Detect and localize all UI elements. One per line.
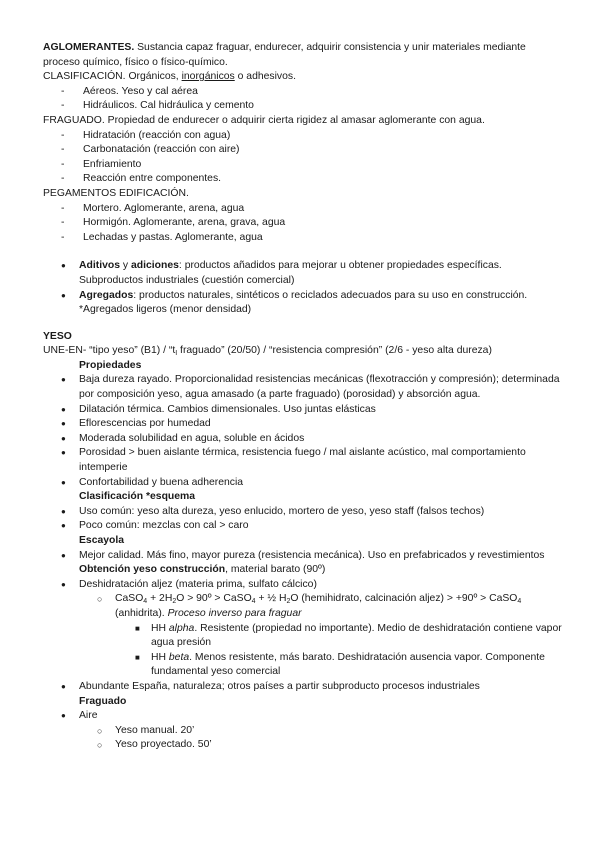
fraguado-list — [43, 129, 563, 187]
aditivos-list — [43, 259, 563, 317]
list-item: ● Poco común: mezclas con cal > caro — [43, 519, 563, 534]
hh-list — [43, 622, 563, 680]
fraguado-definition: FRAGUADO. Propiedad de endurecer o adquirir cierta rigidez al amasar aglomerante con agua. — [43, 114, 485, 126]
hh-alpha-item: ■ HH alpha. Resistente (propiedad no importante). Medio de deshidratación contiene vapor agua presión — [43, 622, 563, 651]
list-item: ● Porosidad > buen aislante térmica, resistencia fuego / mal aislante acústico, mal comportamiento intemperie — [43, 446, 563, 475]
list-item: - Reacción entre componentes. — [43, 172, 563, 187]
yeso-list — [43, 359, 563, 753]
clasificacion-line: CLASIFICACIÓN. Orgánicos, inorgánicos o adhesivos. — [43, 71, 296, 83]
list-item: ● Moderada solubilidad en agua, soluble en ácidos — [43, 432, 563, 447]
list-item: - Lechadas y pastas. Aglomerante, agua — [43, 231, 563, 246]
aglomerantes-title: AGLOMERANTES. — [43, 42, 135, 53]
clasificacion-heading: Clasificación *esquema — [79, 491, 196, 503]
agregados-item: ● Agregados: productos naturales, sintéticos o reciclados adecuados para su uso en construcción. *Agregados ligeros (menor densidad) — [43, 289, 563, 318]
yeso-title: YESO — [43, 330, 72, 342]
list-item: ● Uso común: yeso alta dureza, yeso enlucido, mortero de yeso, yeso staff (falsos techos) — [43, 505, 563, 520]
list-item: ○ Yeso proyectado. 50’ — [43, 738, 563, 753]
spacer — [43, 245, 563, 259]
list-item: ● Baja dureza rayado. Proporcionalidad resistencias mecánicas (flexotracción y compresión); determinada por composición yeso, agua amasado (a parte fraguado) (porosidad) y absorción agua. — [43, 373, 563, 402]
list-item: ● Abundante España, naturaleza; otros países a partir subproducto procesos industriales — [43, 680, 563, 695]
spacer — [43, 318, 563, 330]
document-page — [43, 41, 563, 753]
reaction-item: ○ CaSO$_4$ + $2H_2O$ > 90º > CaSO$_4$ + ½ $H_2O$ (hemihidrato, calcinación aljez) > +90º > CaSO$_4$ (anhidrita). Proceso inverso para fraguar ■ HH alpha. Resistente (propiedad no importante). Medio de deshidratación contiene vapor agua presión ■ HH beta. Menos resistente, más barato. Deshidratación ausencia vapor. Componente fundamental yeso comercial — [43, 592, 563, 680]
une-line: UNE-EN- “tipo yeso” $(B1) / “t_I$ fraguado” (20/50) / “resistencia compresión” (2/6 - yeso alta dureza) — [43, 345, 492, 358]
reaction-list — [43, 592, 563, 680]
aire-item: ● Aire ○ Yeso manual. 20’ ○ Yeso proyectado. 50’ — [43, 709, 563, 753]
aditivos-item: ● Aditivos y adiciones: productos añadidos para mejorar u obtener propiedades específicas. Subproductos industriales (cuestión comercial) — [43, 259, 563, 288]
list-item: - Hormigón. Aglomerante, arena, grava, agua — [43, 216, 563, 231]
list-item: - Hidráulicos. Cal hidráulica y cemento — [43, 99, 563, 114]
hh-beta-item: ■ HH beta. Menos resistente, más barato. Deshidratación ausencia vapor. Componente fundamental yeso comercial — [43, 651, 563, 680]
aglomerantes-definition: AGLOMERANTES. Sustancia capaz fraguar, endurecer, adquirir consistencia y unir materiales mediante proceso químico, físico o físico-químico. — [43, 42, 526, 68]
list-item: - Mortero. Aglomerante, arena, agua — [43, 202, 563, 217]
obtencion-item: ● Deshidratación aljez (materia prima, sulfato cálcico) ○ CaSO$_4$ + $2H_2O$ > 90º > CaSO$_4$ + ½ $H_2O$ (hemihidrato, calcinación aljez) > +90º > CaSO$_4$ (anhidrita). Proceso inverso para fraguar ■ HH alpha. Resistente (propiedad no importante). Medio de deshidratación contiene vapor agua presión ■ HH beta. Menos resistente, más barato. Deshidratación ausencia vapor. Componente fundamental yeso comercial — [43, 578, 563, 680]
pegamentos-list — [43, 202, 563, 246]
propiedades-heading: Propiedades — [79, 359, 142, 371]
list-item: - Enfriamiento — [43, 158, 563, 173]
fraguado-heading: Fraguado — [79, 695, 127, 707]
list-item: ● Dilatación térmica. Cambios dimensionales. Uso juntas elásticas — [43, 403, 563, 418]
obtencion-heading: Obtención yeso construcción, material barato (90º) — [79, 564, 326, 576]
escayola-heading: Escayola — [79, 535, 125, 546]
aire-list — [43, 724, 563, 753]
list-item: ● Eflorescencias por humedad — [43, 417, 563, 432]
pegamentos-title: PEGAMENTOS EDIFICACIÓN. — [43, 187, 189, 199]
list-item: ● Mejor calidad. Más fino, mayor pureza (resistencia mecánica). Uso en prefabricados y revestimientos — [43, 549, 563, 564]
list-item: - Carbonatación (reacción con aire) — [43, 143, 563, 158]
list-item: ○ Yeso manual. 20’ — [43, 724, 563, 739]
list-item: ● Confortabilidad y buena adherencia — [43, 476, 563, 491]
clasificacion-list — [43, 85, 563, 114]
list-item: - Aéreos. Yeso y cal aérea — [43, 85, 563, 100]
list-item: - Hidratación (reacción con agua) — [43, 129, 563, 144]
